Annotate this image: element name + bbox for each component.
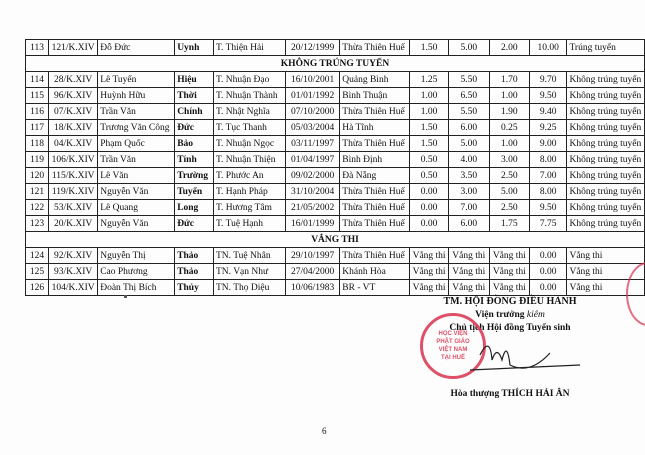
table-cell: 119	[26, 152, 49, 168]
table-cell: Chính	[175, 104, 214, 120]
table-cell: 119/K.XIV	[49, 184, 98, 200]
table-cell: 121	[26, 184, 49, 200]
table-cell: 6.50	[448, 88, 489, 104]
table-cell: 1.50	[410, 40, 449, 56]
table-row	[26, 280, 645, 296]
section-header-not-admitted: KHÔNG TRÚNG TUYỂN	[26, 56, 645, 72]
table-cell: Không trúng tuyển	[567, 136, 645, 152]
table-cell: Thừa Thiên Huế	[340, 216, 410, 232]
section-header-absent: VẮNG THI	[26, 232, 645, 248]
table-cell: 16/10/2001	[285, 72, 339, 88]
table-cell: T. Phước An	[213, 168, 285, 184]
table-cell: Vắng thi	[489, 280, 529, 296]
table-cell: 8.00	[529, 184, 567, 200]
table-cell: 3.00	[448, 184, 489, 200]
table-cell: 114	[26, 72, 49, 88]
table-row	[26, 152, 645, 168]
table-cell: Thủy	[175, 280, 214, 296]
table-cell: 5.00	[489, 184, 529, 200]
table-cell: 6.00	[448, 216, 489, 232]
table-cell: Bình Định	[340, 152, 410, 168]
table-cell: 96/K.XIV	[49, 88, 98, 104]
table-cell: Đức	[175, 216, 214, 232]
table-cell: 1.70	[489, 72, 529, 88]
council-title: TM. HỘI ĐỒNG ĐIỀU HÀNH	[443, 296, 577, 307]
table-cell: 7.00	[529, 168, 567, 184]
table-cell: 05/03/2004	[285, 120, 339, 136]
table-cell: TN. Vạn Như	[213, 264, 285, 280]
scan-mark	[124, 295, 127, 298]
table-cell: 117	[26, 120, 49, 136]
table-cell: Nguyễn Thị	[98, 248, 175, 264]
table-cell: Không trúng tuyển	[567, 168, 645, 184]
table-cell: Hiệu	[175, 72, 214, 88]
table-cell: Không trúng tuyển	[567, 200, 645, 216]
table-row	[26, 264, 645, 280]
table-cell: Trường	[175, 168, 214, 184]
table-cell: 2.50	[489, 168, 529, 184]
table-cell: 09/02/2000	[285, 168, 339, 184]
signer-name: Hòa thượng THÍCH HẢI ÂN	[450, 389, 570, 399]
table-cell: TN. Thọ Diệu	[213, 280, 285, 296]
table-row	[26, 40, 645, 56]
page-number: 6	[322, 426, 327, 436]
table-cell: Vắng thi	[489, 264, 529, 280]
table-cell: 118	[26, 136, 49, 152]
table-cell: 1.00	[489, 136, 529, 152]
table-cell: 7.75	[529, 216, 567, 232]
table-cell: Trương Văn Công	[98, 120, 175, 136]
table-cell: 6.00	[448, 120, 489, 136]
table-cell: Vắng thi	[410, 280, 449, 296]
table-cell: Đức	[175, 120, 214, 136]
table-cell: 4.00	[448, 152, 489, 168]
table-cell: Thừa Thiên Huế	[340, 200, 410, 216]
table-cell: Không trúng tuyển	[567, 120, 645, 136]
table-row	[26, 136, 645, 152]
table-cell: 1.50	[410, 120, 449, 136]
table-cell: 04/K.XIV	[49, 136, 98, 152]
table-cell: 3.50	[448, 168, 489, 184]
table-cell: 1.75	[489, 216, 529, 232]
table-cell: 21/05/2002	[285, 200, 339, 216]
table-cell: 0.00	[529, 248, 567, 264]
table-row	[26, 184, 645, 200]
table-cell: T. Nhuận Đạo	[213, 72, 285, 88]
table-cell: 16/01/1999	[285, 216, 339, 232]
table-cell: 106/K.XIV	[49, 152, 98, 168]
table-cell: 0.00	[410, 200, 449, 216]
table-cell: T. Tục Thanh	[213, 120, 285, 136]
role-line-1: Viện trưởng kiêm	[475, 310, 545, 320]
table-cell: Không trúng tuyển	[567, 72, 645, 88]
table-cell: Không trúng tuyển	[567, 152, 645, 168]
table-cell: Huỳnh Hữu	[98, 88, 175, 104]
table-cell: Lê Văn	[98, 168, 175, 184]
table-cell: 122	[26, 200, 49, 216]
table-cell: 18/K.XIV	[49, 120, 98, 136]
table-cell: T. Tuệ Hạnh	[213, 216, 285, 232]
table-cell: 1.00	[489, 88, 529, 104]
table-cell: 0.50	[410, 152, 449, 168]
table-cell: 1.00	[410, 88, 449, 104]
table-cell: 5.50	[448, 104, 489, 120]
table-cell: Cao Phương	[98, 264, 175, 280]
table-cell: Vắng thi	[567, 280, 645, 296]
table-cell: T. Hạnh Pháp	[213, 184, 285, 200]
table-cell: 3.00	[489, 152, 529, 168]
table-cell: Vắng thi	[448, 248, 489, 264]
table-cell: T. Nhuận Ngọc	[213, 136, 285, 152]
table-cell: Nguyễn Văn	[98, 184, 175, 200]
table-cell: Trần Văn	[98, 104, 175, 120]
table-cell: Thừa Thiên Huế	[340, 136, 410, 152]
table-cell: 115	[26, 88, 49, 104]
table-row	[26, 216, 645, 232]
table-cell: 7.00	[448, 200, 489, 216]
table-cell: 5.00	[448, 136, 489, 152]
table-cell: Thừa Thiên Huế	[340, 104, 410, 120]
table-cell: 9.50	[529, 200, 567, 216]
table-cell: 5.00	[448, 40, 489, 56]
table-row	[26, 104, 645, 120]
table-cell: 10/06/1983	[285, 280, 339, 296]
table-cell: 115/K.XIV	[49, 168, 98, 184]
table-cell: 01/04/1997	[285, 152, 339, 168]
table-cell: 07/10/2000	[285, 104, 339, 120]
table-cell: 1.90	[489, 104, 529, 120]
table-cell: 03/11/1997	[285, 136, 339, 152]
table-cell: Thừa Thiên Huế	[340, 40, 410, 56]
table-row	[26, 248, 645, 264]
table-cell: Phạm Quốc	[98, 136, 175, 152]
table-cell: Thời	[175, 88, 214, 104]
table-cell: 27/04/2000	[285, 264, 339, 280]
table-cell: 0.50	[410, 168, 449, 184]
table-cell: 9.25	[529, 120, 567, 136]
table-cell: 1.25	[410, 72, 449, 88]
table-cell: Bảo	[175, 136, 214, 152]
table-row	[26, 200, 645, 216]
table-cell: Vắng thi	[410, 264, 449, 280]
table-cell: Lê Quang	[98, 200, 175, 216]
table-cell: Không trúng tuyển	[567, 216, 645, 232]
table-cell: 31/10/2004	[285, 184, 339, 200]
table-cell: 53/K.XIV	[49, 200, 98, 216]
table-cell: Uynh	[175, 40, 214, 56]
table-cell: T. Thiện Hải	[213, 40, 285, 56]
table-row	[26, 168, 645, 184]
table-cell: Tính	[175, 152, 214, 168]
signature	[470, 335, 590, 375]
table-cell: 9.40	[529, 104, 567, 120]
table-cell: 28/K.XIV	[49, 72, 98, 88]
table-cell: 125	[26, 264, 49, 280]
table-cell: 8.00	[529, 152, 567, 168]
table-cell: 0.00	[529, 280, 567, 296]
table-cell: Vắng thi	[448, 280, 489, 296]
table-cell: Khánh Hòa	[340, 264, 410, 280]
table-cell: 116	[26, 104, 49, 120]
table-cell: T. Nhuận Thiện	[213, 152, 285, 168]
table-cell: 1.00	[410, 104, 449, 120]
table-cell: 01/01/1992	[285, 88, 339, 104]
table-cell: 9.70	[529, 72, 567, 88]
table-row	[26, 88, 645, 104]
official-seal: HỌC VIỆN PHẬT GIÁO VIỆT NAM TẠI HUẾ	[420, 313, 486, 379]
role-line-2: Chủ tịch Hội đồng Tuyển sinh	[449, 323, 571, 333]
table-cell: 104/K.XIV	[49, 280, 98, 296]
table-cell: Thừa Thiên Huế	[340, 248, 410, 264]
table-cell: Long	[175, 200, 214, 216]
table-cell: 0.00	[410, 216, 449, 232]
table-cell: Không trúng tuyển	[567, 104, 645, 120]
results-table	[25, 39, 645, 296]
table-cell: 07/K.XIV	[49, 104, 98, 120]
table-cell: Không trúng tuyển	[567, 184, 645, 200]
table-cell: Tuyển	[175, 184, 214, 200]
table-cell: 9.00	[529, 136, 567, 152]
table-cell: 20/K.XIV	[49, 216, 98, 232]
table-cell: Đà Nẵng	[340, 168, 410, 184]
table-cell: Không trúng tuyển	[567, 88, 645, 104]
table-cell: 9.50	[529, 88, 567, 104]
table-cell: 126	[26, 280, 49, 296]
table-cell: 113	[26, 40, 49, 56]
table-cell: TN. Tuệ Nhân	[213, 248, 285, 264]
table-cell: T. Nhuận Thành	[213, 88, 285, 104]
table-cell: Thảo	[175, 248, 214, 264]
table-cell: 2.50	[489, 200, 529, 216]
table-cell: 10.00	[529, 40, 567, 56]
table-cell: T. Hương Tâm	[213, 200, 285, 216]
table-cell: 5.50	[448, 72, 489, 88]
table-cell: 0.25	[489, 120, 529, 136]
table-cell: 2.00	[489, 40, 529, 56]
table-row	[26, 72, 645, 88]
table-cell: 29/10/1997	[285, 248, 339, 264]
table-cell: 123	[26, 216, 49, 232]
table-cell: Hà Tĩnh	[340, 120, 410, 136]
table-cell: 20/12/1999	[285, 40, 339, 56]
table-cell: Lê Tuyển	[98, 72, 175, 88]
table-cell: 124	[26, 248, 49, 264]
table-cell: 0.00	[529, 264, 567, 280]
table-cell: BR - VT	[340, 280, 410, 296]
table-cell: Vắng thi	[489, 248, 529, 264]
table-cell: Thảo	[175, 264, 214, 280]
table-cell: 1.50	[410, 136, 449, 152]
table-cell: Đỗ Đức	[98, 40, 175, 56]
table-cell: 120	[26, 168, 49, 184]
table-cell: Vắng thi	[448, 264, 489, 280]
table-cell: Vắng thi	[567, 264, 645, 280]
table-cell: Vắng thi	[410, 248, 449, 264]
table-cell: Vắng thi	[567, 248, 645, 264]
table-cell: Trần Văn	[98, 152, 175, 168]
table-cell: 121/K.XIV	[49, 40, 98, 56]
table-cell: Đoàn Thị Bích	[98, 280, 175, 296]
table-cell: 93/K.XIV	[49, 264, 98, 280]
table-cell: Thừa Thiên Huế	[340, 184, 410, 200]
table-cell: Trúng tuyển	[567, 40, 645, 56]
table-cell: 0.00	[410, 184, 449, 200]
table-cell: Nguyễn Văn	[98, 216, 175, 232]
table-cell: Quảng Bình	[340, 72, 410, 88]
table-cell: 92/K.XIV	[49, 248, 98, 264]
table-cell: Bình Thuận	[340, 88, 410, 104]
table-row	[26, 120, 645, 136]
table-cell: T. Nhật Nghĩa	[213, 104, 285, 120]
